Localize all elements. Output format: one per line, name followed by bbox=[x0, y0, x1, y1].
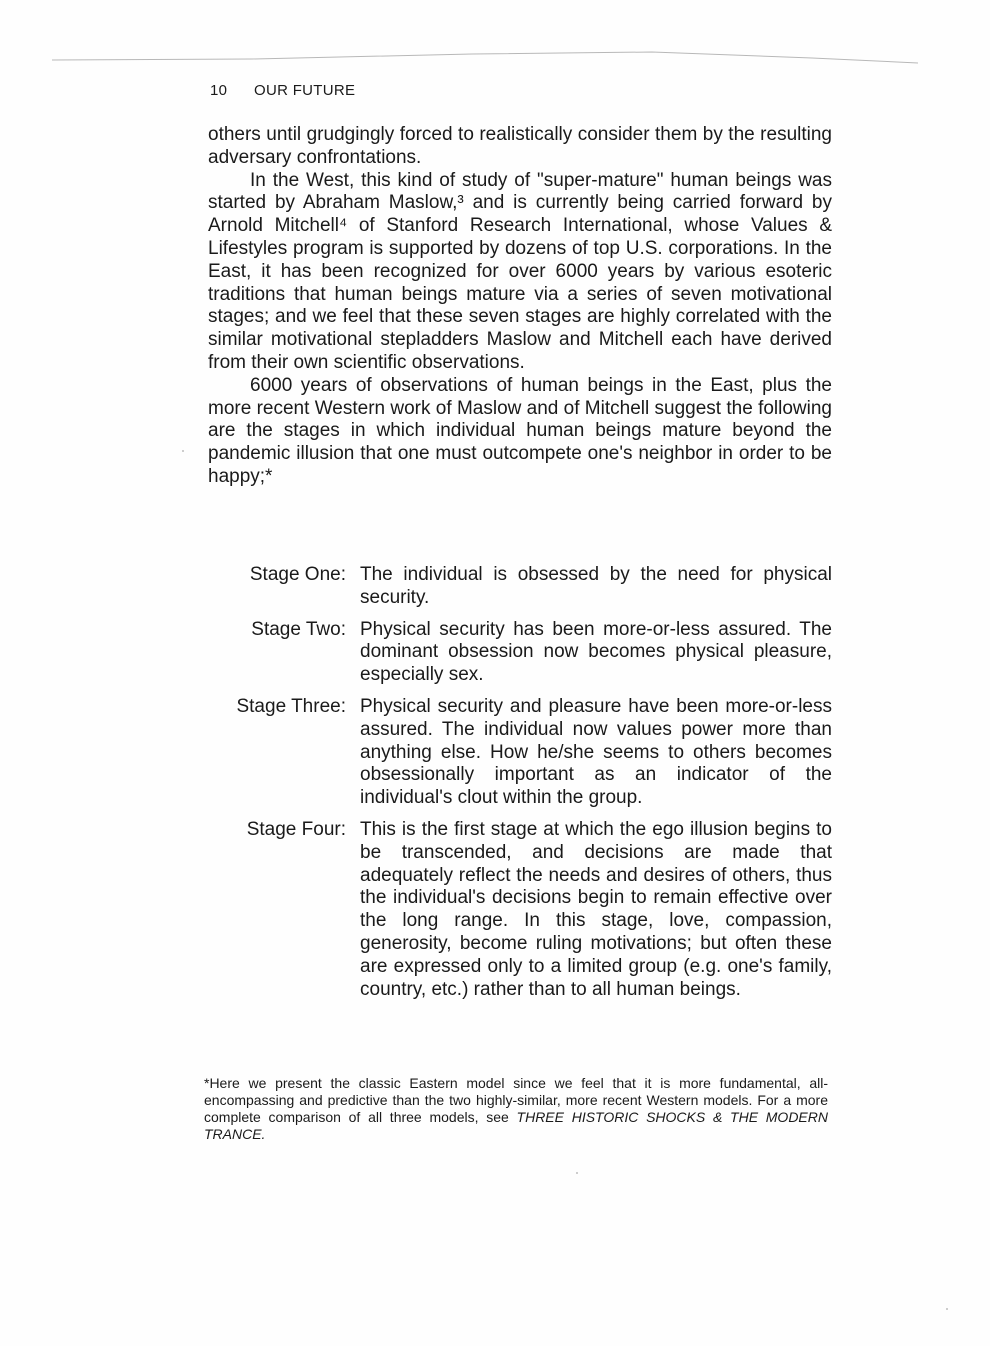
scan-speck bbox=[946, 1308, 948, 1310]
stage-label: Stage Four: bbox=[246, 818, 346, 840]
footnote-title-reference: THREE HISTORIC SHOCKS & THE MODERN TRANCE. bbox=[204, 1109, 828, 1142]
scan-speck bbox=[576, 1172, 578, 1174]
footnote-text: *Here we present the classic Eastern model since we feel that it is more fundamental, all-encompassing and predictive than the two highly-similar, more recent Western models. For a more complete comparison of all three models, see bbox=[204, 1075, 828, 1125]
stage-label: Stage Two: bbox=[251, 618, 346, 640]
paragraph-1: others until grudgingly forced to realistically consider them by the resulting adversary confrontations. bbox=[208, 124, 832, 168]
page-number: 10 bbox=[210, 82, 228, 99]
stage-description: Physical security has been more-or-less assured. The dominant obsession now becomes physical pleasure, especially sex. bbox=[360, 618, 832, 686]
scan-speck bbox=[182, 450, 184, 452]
stage-item bbox=[208, 696, 832, 810]
running-header bbox=[210, 82, 355, 99]
stage-label: Stage Three: bbox=[236, 695, 346, 717]
running-title: OUR FUTURE bbox=[254, 82, 356, 99]
body-text bbox=[208, 124, 832, 489]
paragraph-2: In the West, this kind of study of "super-mature" human beings was started by Abraham Maslow,³ and is currently being carried forward by Arnold Mitchell⁴ of Stanford Research International, whose Values & Lifestyles program is supported by dozens of top U.S. corporations. In the East, it has been recognized for over 6000 years by various esoteric traditions that human beings mature via a series of seven motivational stages; and we feel that these seven stages are highly correlated with the similar motivational stepladders Maslow and Mitchell each have derived from their own scientific observations. bbox=[208, 169, 832, 373]
stage-item bbox=[208, 819, 832, 1001]
stage-label: Stage One: bbox=[249, 564, 346, 585]
stage-item bbox=[208, 564, 832, 610]
stage-description: The individual is obsessed by the need for physical security. bbox=[360, 564, 832, 608]
paragraph-3: 6000 years of observations of human beings in the East, plus the more recent Western work of Maslow and of Mitchell suggest the following are the stages in which individual human beings mature beyond the pandemic illusion that one must outcompete one's neighbor in order to be happy;* bbox=[208, 374, 832, 487]
stage-item bbox=[208, 619, 832, 687]
footnote bbox=[204, 1075, 828, 1143]
stage-description: Physical security and pleasure have been more-or-less assured. The individual now values power more than anything else. How he/she seems to others becomes obsessionally important as an indicator of the individual's clout within the group. bbox=[360, 695, 832, 809]
stages-list bbox=[208, 564, 832, 1010]
stage-description: This is the first stage at which the ego illusion begins to be transcended, and decisions are made that adequately reflect the needs and desires of others, thus the individual's decisions begin to remain effective over the long range. In this stage, love, compassion, generosity, become ruling motivations; but often these are expressed only to a limited group (e.g. one's family, country, etc.) rather than to all human beings. bbox=[360, 818, 832, 1000]
scan-edge-line bbox=[52, 48, 918, 66]
